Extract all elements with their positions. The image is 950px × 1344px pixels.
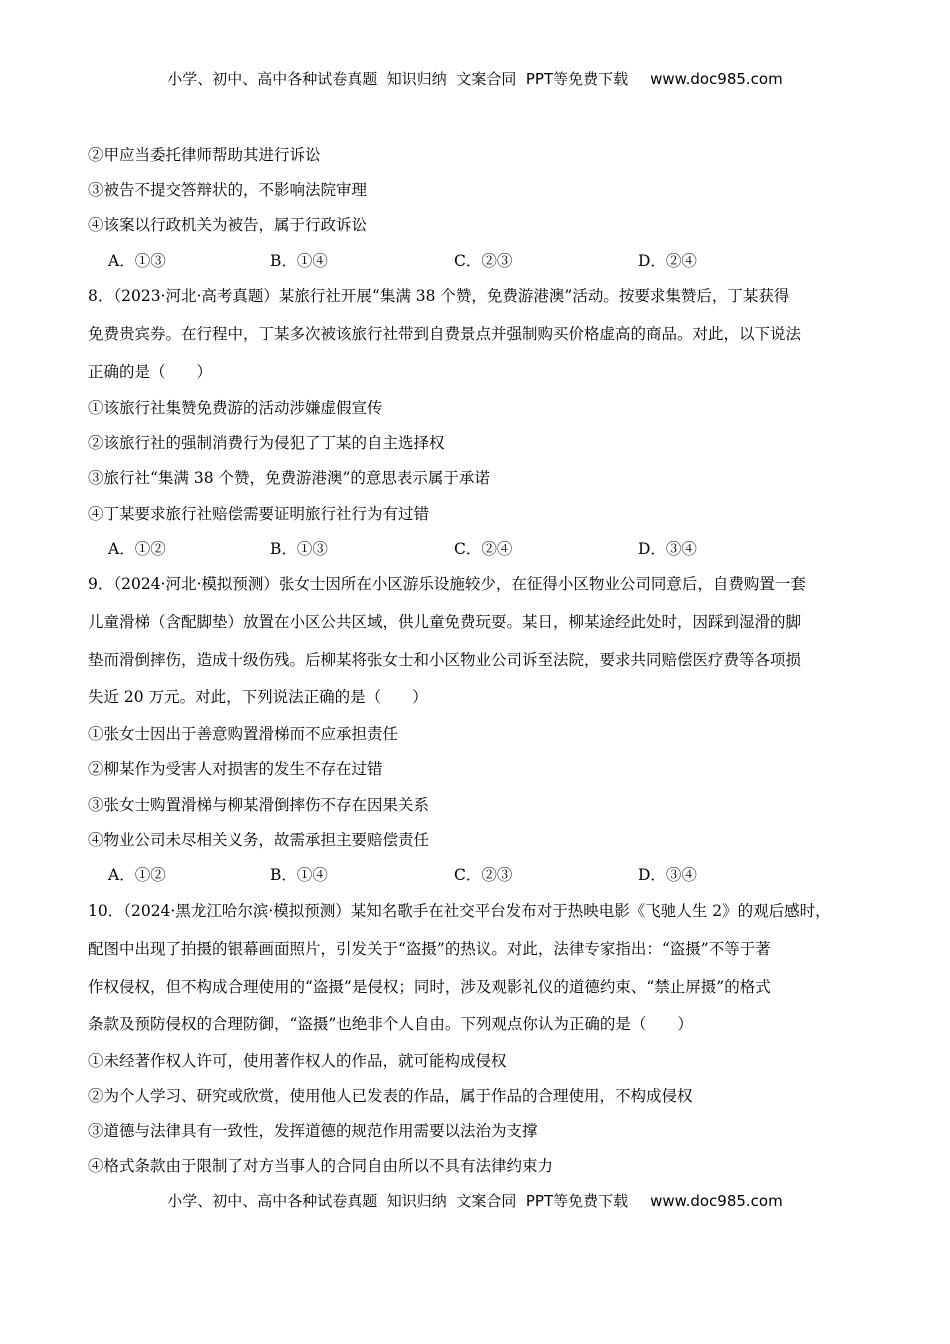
q8-item-1: ①该旅行社集赞免费游的活动涉嫌虚假宣传 [88, 399, 383, 417]
q8-item-2: ②该旅行社的强制消费行为侵犯了丁某的自主选择权 [88, 434, 445, 452]
q9-item-2: ②柳某作为受害人对损害的发生不存在过错 [88, 760, 383, 778]
page-footer [0, 1190, 950, 1211]
q7-item-3: ③被告不提交答辩状的，不影响法院审理 [88, 181, 368, 199]
q9-item-3: ③张女士购置滑梯与柳某滑倒摔伤不存在因果关系 [88, 796, 430, 814]
q7-item-2: ②甲应当委托律师帮助其进行诉讼 [88, 146, 321, 164]
q10-item-3: ③道德与法律具有一致性，发挥道德的规范作用需要以法治为支撑 [88, 1122, 538, 1140]
q8-option-a: A．①② [108, 540, 166, 558]
q7-option-c: C．②③ [454, 252, 513, 270]
q9-item-1: ①张女士因出于善意购置滑梯而不应承担责任 [88, 725, 399, 743]
q8-option-b: B．①③ [270, 540, 328, 558]
q7-option-a: A．①③ [108, 252, 166, 270]
q9-stem-line-4: 失近 20 万元。对此，下列说法正确的是（ ） [88, 688, 428, 706]
q7-item-4: ④该案以行政机关为被告，属于行政诉讼 [88, 216, 368, 234]
q10-item-4: ④格式条款由于限制了对方当事人的合同自由所以不具有法律约束力 [88, 1157, 554, 1175]
q9-stem-line-2: 儿童滑梯（含配脚垫）放置在小区公共区域，供儿童免费玩耍。某日，柳某途经此处时，因踩到湿滑的脚 [88, 613, 802, 631]
q10-item-2: ②为个人学习、研究或欣赏，使用他人已发表的作品，属于作品的合理使用，不构成侵权 [88, 1087, 693, 1105]
header-url: www.doc985.com [650, 70, 783, 88]
q7-option-d: D．②④ [638, 252, 697, 270]
q10-stem-line-3: 作权侵权，但不构成合理使用的“盗摄”是侵权；同时，涉及观影礼仪的道德约束、“禁止屏摄”的格式 [88, 978, 771, 996]
q8-item-3: ③旅行社“集满 38 个赞，免费游港澳”的意思表示属于承诺 [88, 469, 490, 487]
q9-item-4: ④物业公司未尽相关义务，故需承担主要赔偿责任 [88, 831, 430, 849]
q8-stem-line-1: 8．（2023·河北·高考真题）某旅行社开展“集满 38 个赞，免费游港澳”活动。按要求集赞后，丁某获得 [88, 287, 790, 305]
q9-option-a: A．①② [108, 866, 166, 884]
q8-stem-line-3: 正确的是（ ） [88, 363, 213, 381]
q9-option-b: B．①④ [270, 866, 328, 884]
footer-url: www.doc985.com [650, 1192, 783, 1210]
q10-stem-line-1: 10．（2024·黑龙江哈尔滨·模拟预测）某知名歌手在社交平台发布对于热映电影《飞驰人生 2》的观后感时， [88, 902, 831, 920]
q7-option-b: B．①④ [270, 252, 328, 270]
q8-option-c: C．②④ [454, 540, 513, 558]
q9-option-c: C．②③ [454, 866, 513, 884]
header-text: 小学、初中、高中各种试卷真题 知识归纳 文案合同 PPT等免费下载 [167, 70, 629, 88]
q9-stem-line-3: 垫而滑倒摔伤，造成十级伤残。后柳某将张女士和小区物业公司诉至法院，要求共同赔偿医疗费等各项损 [88, 651, 802, 669]
q10-item-1: ①未经著作权人许可，使用著作权人的作品，就可能构成侵权 [88, 1052, 507, 1070]
q9-options [108, 864, 868, 886]
q8-option-d: D．③④ [638, 540, 697, 558]
q10-stem-line-2: 配图中出现了拍摄的银幕画面照片，引发关于“盗摄”的热议。对此，法律专家指出：“盗摄”不等于著 [88, 940, 771, 958]
q10-stem-line-4: 条款及预防侵权的合理防御，“盗摄”也绝非个人自由。下列观点你认为正确的是（ ） [88, 1015, 693, 1033]
q7-options [108, 250, 868, 272]
q8-item-4: ④丁某要求旅行社赔偿需要证明旅行社行为有过错 [88, 505, 430, 523]
q9-stem-line-1: 9．（2024·河北·模拟预测）张女士因所在小区游乐设施较少，在征得小区物业公司同意后，自费购置一套 [88, 575, 806, 593]
footer-text: 小学、初中、高中各种试卷真题 知识归纳 文案合同 PPT等免费下载 [167, 1192, 629, 1210]
q8-options [108, 538, 868, 560]
page-header [0, 68, 950, 89]
q9-option-d: D．③④ [638, 866, 697, 884]
q8-stem-line-2: 免费贵宾券。在行程中，丁某多次被该旅行社带到自费景点并强制购买价格虚高的商品。对此，以下说法 [88, 325, 802, 343]
